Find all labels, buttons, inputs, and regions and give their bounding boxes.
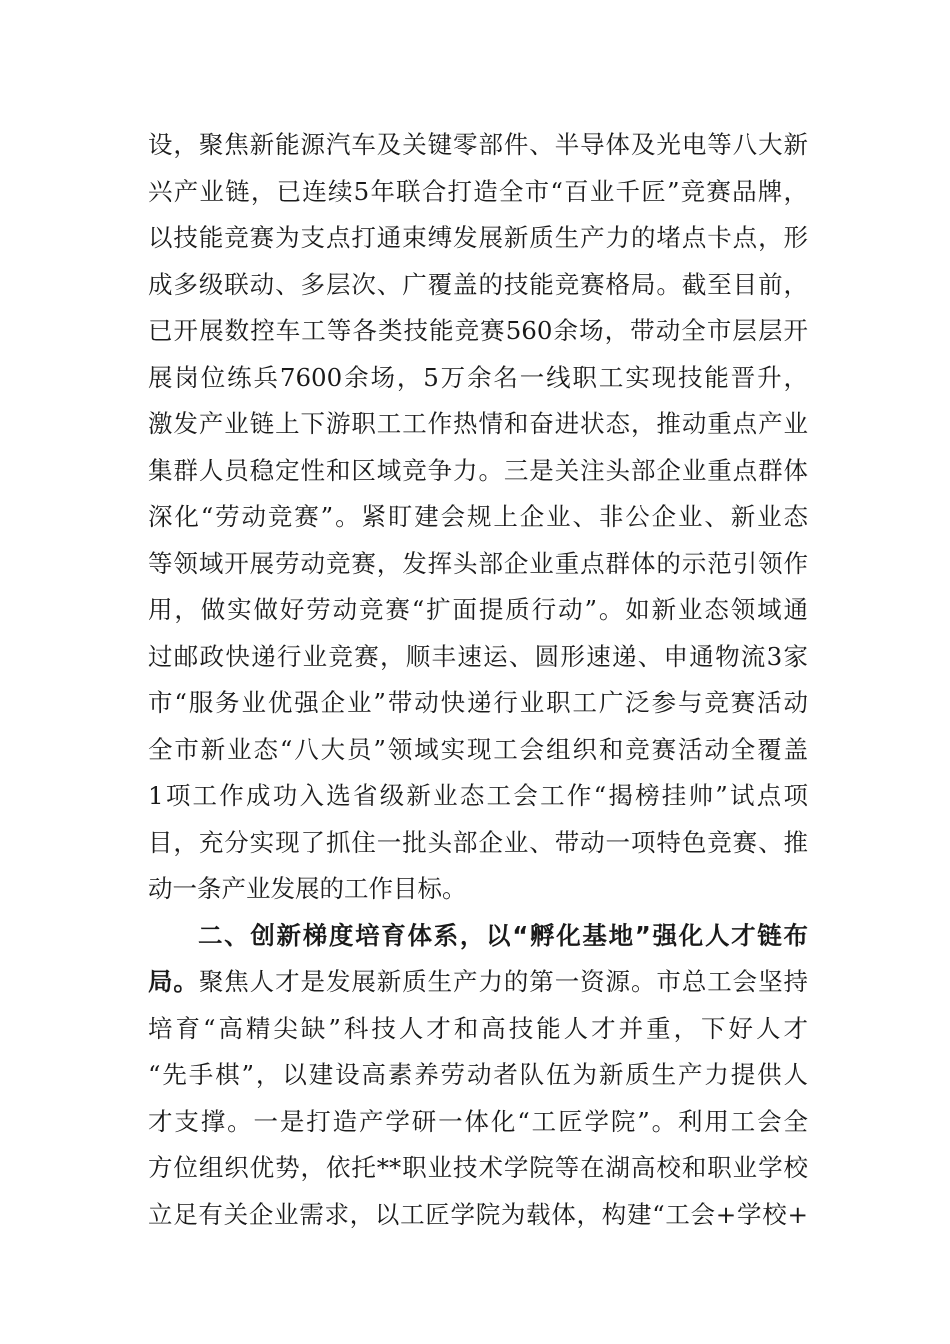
- text-line: 深化“劳动竞赛”。紧盯建会规上企业、非公企业、新业态: [148, 502, 808, 531]
- text-line: 才支撑。一是打造产学研一体化“工匠学院”。利用工会全: [148, 1106, 808, 1136]
- text-line: 兴产业链，已连续5年联合打造全市“百业千匠”竞赛品牌，: [148, 176, 808, 206]
- text-line: 以技能竞赛为支点打通束缚发展新质生产力的堵点卡点，形: [148, 223, 808, 252]
- text-line: 设，聚焦新能源汽车及关键零部件、半导体及光电等八大新: [148, 130, 808, 159]
- text-line: 1项工作成功入选省级新业态工会工作“揭榜挂帅”试点项: [148, 781, 808, 810]
- text-line: 目，充分实现了抓住一批头部企业、带动一项特色竞赛、推: [148, 827, 808, 857]
- text-line: 用，做实做好劳动竞赛“扩面提质行动”。如新业态领域通: [148, 595, 808, 624]
- text-line: [148, 959, 808, 1006]
- text-line: 展岗位练兵7600余场，5万余名一线职工实现技能晋升，: [148, 362, 808, 392]
- text-line: 集群人员稳定性和区域竞争力。三是关注头部企业重点群体: [148, 455, 808, 485]
- text-line: 成多级联动、多层次、广覆盖的技能竞赛格局。截至目前，: [148, 269, 808, 299]
- text-segment: 聚焦人才是发展新质生产力的第一资源。市总工会坚持: [198, 967, 809, 996]
- text-line: 过邮政快递行业竞赛，顺丰速运、圆形速递、申通物流3家: [148, 641, 808, 671]
- section-heading-end: 局。: [148, 967, 199, 996]
- text-line: 动一条产业发展的工作目标。: [148, 874, 467, 903]
- text-line: 已开展数控车工等各类技能竞赛560余场，带动全市层层开: [148, 316, 808, 345]
- text-line: 方位组织优势，依托**职业技术学院等在湖高校和职业学校: [148, 1153, 808, 1182]
- text-line: “先手棋”，以建设高素养劳动者队伍为新质生产力提供人: [148, 1060, 808, 1089]
- text-line: 培育“高精尖缺”科技人才和高技能人才并重，下好人才: [148, 1013, 808, 1043]
- document-body: [148, 122, 808, 1238]
- text-line: 全市新业态“八大员”领域实现工会组织和竞赛活动全覆盖: [148, 734, 808, 764]
- text-line: 等领域开展劳动竞赛，发挥头部企业重点群体的示范引领作: [148, 548, 808, 578]
- text-line: 市“服务业优强企业”带动快递行业职工广泛参与竞赛活动: [148, 688, 808, 717]
- text-line: 激发产业链上下游职工工作热情和奋进状态，推动重点产业: [148, 409, 808, 438]
- text-line: 立足有关企业需求，以工匠学院为载体，构建“工会+学校+: [148, 1199, 808, 1229]
- section-heading: 二、创新梯度培育体系，以“孵化基地”强化人才链布: [198, 920, 808, 950]
